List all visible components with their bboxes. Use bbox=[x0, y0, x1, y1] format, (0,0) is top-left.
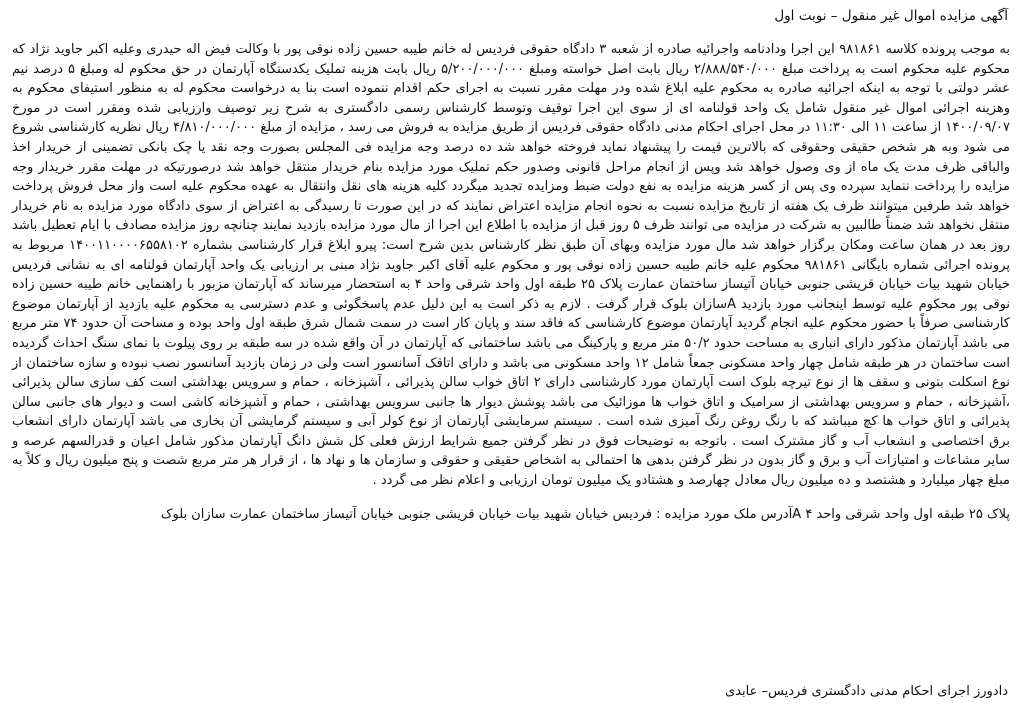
announcement-title: آگهی مزایده اموال غیر منقول – نوبت اول bbox=[774, 8, 1008, 24]
announcement-page bbox=[8, 6, 1014, 706]
signature-line: دادورز اجرای احکام مدنی دادگستری فردیس– عابدی bbox=[725, 684, 1008, 699]
announcement-body: به موجب پرونده کلاسه ۹۸۱۸۶۱ این اجرا ودادنامه واجرائیه صادره از شعبه ۳ دادگاه حقوقی فردیس له خانم طیبه حسین زاده نوقی پور با وکالت فیض اله حیدری وعلیه اکبر جاوید نژاد که محکوم علیه محکوم است به پرداخت مبلغ ۲/۸۸۸/۵۴۰/۰۰۰ ریال بابت اصل خواسته ومبلغ ۵/۲۰۰/۰۰۰/۰۰۰ ریال بابت هزینه تملیک یکدستگاه آپارتمان در حق محکوم له ومبلغ ۵ درصد نیم عشر دولتی با توجه به اینکه اجرائیه صادره به محکوم علیه ابلاغ شده ودر مهلت مقرر نسبت به اجرای حکم اقدام ننموده است بنا به درخواست محکوم له به منظور استیفای محکوم به وهزینه اجرائی اموال غیر منقول شامل یک واحد قولنامه ای از سوی این اجرا توقیف وتوسط کارشناس رسمی دادگستری به شرح زیر توصیف وارزیابی شده ومقرر است در مورخ ۱۴۰۰/۰۹/۰۷ از ساعت ۱۱ الی ۱۱:۳۰ در محل اجرای احکام مدنی دادگاه حقوقی فردیس از طریق مزایده به فروش می رسد ، مزایده از مبلغ ۴/۸۱۰/۰۰۰/۰۰۰ ریال نظریه کارشناسی شروع می شود وبه هر شخص حقیقی وحقوقی که بالاترین قیمت را پیشنهاد نماید فروخته خواهد شد ده درصد وجه مزایده فی المجلس بصورت وجه نقد یا چک بانکی تضمینی از خریدار اخذ والباقی ظرف مدت یک ماه از وی وصول خواهد شد وپس از انجام مراحل قانونی وصدور حکم تملیک مورد مزایده بنام خریدار منتقل خواهد شد درصورتیکه در مهلت مقرر خریدار وجه مزایده را پرداخت ننماید سپرده وی پس از کسر هزینه مزایده به نفع دولت ضبط ومزایده تجدید میگردد کلیه هزینه های نقل وانتقال به عهده محکوم علیه است واز محل فروش پرداخت خواهد شد طرفین میتوانند ظرف یک هفته از تاریخ مزایده نسبت به نحوه انجام مزایده اعتراض نمایند که در این صورت تا رسیدگی به اعتراض از سوی دادگاه مورد مزایده به نام خریدار منتقل نخواهد شد ضمناً طالبین به شرکت در مزایده می توانند ظرف ۵ روز قبل از مزایده با اطلاع این اجرا از مال مورد مزایده بازدید نمایند چنانچه روز مزایده مصادف با ایام تعطیل باشد روز بعد در همان ساعت ومکان برگزار خواهد شد مال مورد مزایده وبهای آن طبق نظر کارشناس بدین شرح است: پیرو ابلاغ قرار کارشناسی بشماره ۱۴۰۰۱۱۰۰۰۰۶۵۵۸۱۰۲ مربوط به پرونده اجرائی شماره بایگانی ۹۸۱۸۶۱ محکوم علیه خانم طیبه حسین زاده نوقی پور و محکوم علیه آقای اکبر جاوید نژاد مبنی بر ارزیابی یک واحد آپارتمان قولنامه ای به نشانی فردیس خیابان شهید بیات خیابان قریشی جنوبی خیابان آتیساز ساختمان عمارت پلاک ۲۵ طبقه اول واحد شرقی واحد ۴ به استحضار میرساند که آپارتمان مزبور با راهنمایی خانم طیبه حسین زاده نوقی پور محکوم علیه توسط اینجانب مورد بازدید Aسازان بلوک قرار گرفت . لازم به ذکر است به این دلیل عدم پاسخگوئی و عدم دسترسی به محکوم علیه بازدید از آپارتمان موضوع کارشناسی صرفاً با حضور محکوم علیه انجام گردید آپارتمان موضوع کارشناسی که فاقد سند و پایان کار است در سمت شمال شرق طبقه اول واحد بوده و مساحت آن حدود ۷۴ متر مربع می باشد آپارتمان مذکور دارای انباری به مساحت حدود ۵۰/۲ متر مربع و پارکینگ می باشد ساختمانی که آپارتمان در آن واقع شده در سه طبقه بر روی پیلوت با نمای سنگ احداث گردیده است ساختمان در هر طبقه شامل چهار واحد مسکونی جمعاً شامل ۱۲ واحد مسکونی می باشد و دارای اتاقک آسانسور است ولی در زمان بازدید آسانسور نصب نبوده و سازه ساختمان از نوع اسکلت بتونی و سقف ها از نوع تیرچه بلوک است آپارتمان مورد کارشناسی دارای ۲ اتاق خواب سالن پذیرائی ، آشپزخانه ، حمام و سرویس بهداشتی است کف سازی سالن پذیرائی ،آشپزخانه ، حمام و سرویس بهداشتی از سرامیک و اتاق خواب ها موزائیک می باشد پوشش دیوار ها جانبی سرویس بهداشتی ، حمام و آشپزخانه کاشی است و دیوار های جانبی سالن پذیرائی و اتاق خواب ها کچ میباشد که با رنگ روغن رنگ آمیزی شده است . سیستم سرمایشی آپارتمان از نوع کولر آبی و سیستم گرمایشی آن بخاری می باشد آپارتمان دارای انشعاب برق اختصاصی و انشعاب آب و گاز مشترک است . باتوجه به توضیحات فوق در نظر گرفتن جمیع شرایط ارزش فعلی کل شش دانگ آپارتمان مذکور شامل اعیان و قدرالسهم عرصه و سایر مشاعات و امتیازات آب و برق و گاز بدون در نظر گرفتن بدهی ها احتمالی به اشخاص حقیقی و حقوقی و سازمان ها و نهاد ها ، از قرار هر متر مربع شصت و پنج میلیون ریال و کلاً به مبلغ چهار میلیارد و هشتصد و ده میلیون ریال معادل چهارصد و هشتادو یک میلیون تومان ارزیابی و اعلام نظر می گردد . bbox=[12, 42, 1011, 489]
property-address: پلاک ۲۵ طبقه اول واحد شرقی واحد ۴ Aآدرس ملک مورد مزایده : فردیس خیابان شهید بیات خیابان قریشی جنوبی خیابان آتیساز ساختمان عمارت سازان بلوک bbox=[160, 506, 1010, 522]
